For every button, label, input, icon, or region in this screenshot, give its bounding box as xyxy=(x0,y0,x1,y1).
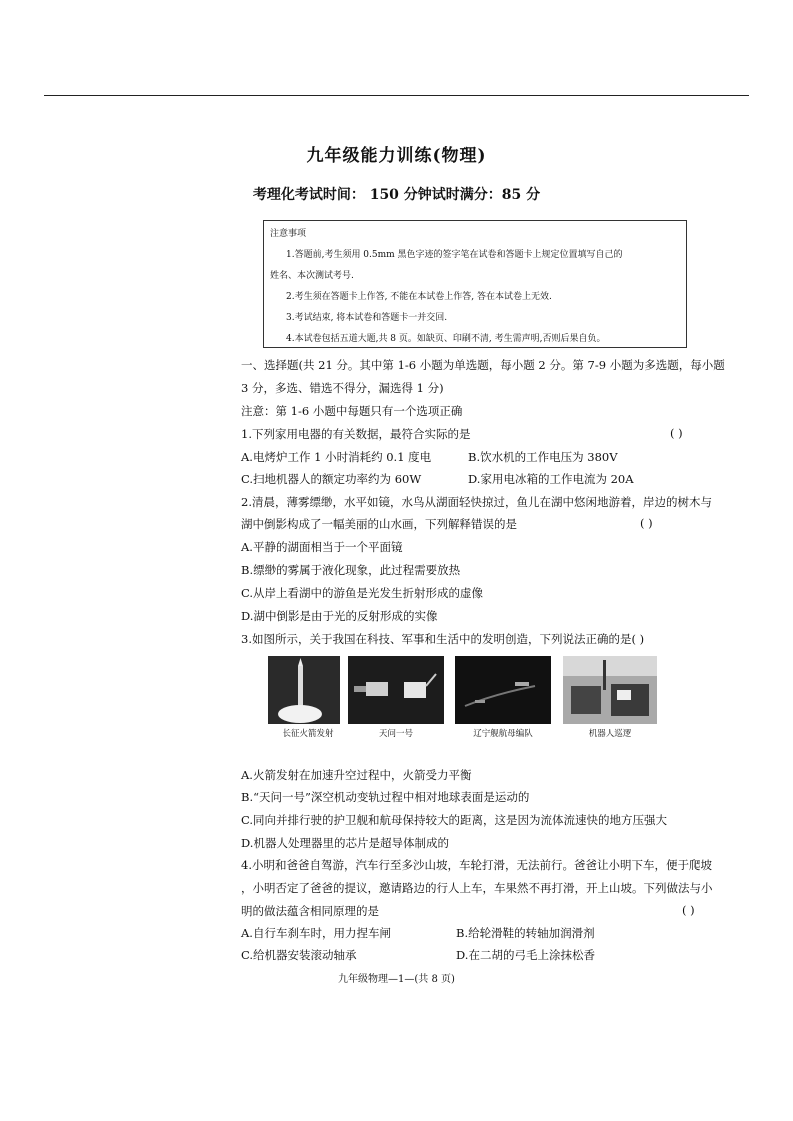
question-3-stem: 3.如图所示，关于我国在科技、军事和生活中的发明创造，下列说法正确的是( ) xyxy=(241,632,645,646)
option-d: D.湖中倒影是由于光的反射形成的实像 xyxy=(241,609,438,623)
option-b: B.给轮滑鞋的转轴加润滑剂 xyxy=(456,926,595,940)
top-rule xyxy=(44,95,749,96)
question-4-stem-cont: 明的做法蕴含相同原理的是 xyxy=(241,904,379,918)
option-a: A.火箭发射在加速升空过程中，火箭受力平衡 xyxy=(241,768,472,782)
section-heading: 一、选择题(共 21 分。其中第 1-6 小题为单选题，每小题 2 分。第 7-9 小题为多选题，每小题 xyxy=(241,358,725,372)
option-b: B.“天问一号”深空机动变轨过程中相对地球表面是运动的 xyxy=(241,790,530,804)
page-footer: 九年级物理—1—(共 8 页) xyxy=(338,974,455,985)
option-b: B.饮水机的工作电压为 380V xyxy=(468,450,618,464)
option-c: C.同向并排行驶的护卫舰和航母保持较大的距离，这是因为流体流速快的地方压强大 xyxy=(241,813,668,827)
question-2-stem-cont: 湖中倒影构成了一幅美丽的山水画，下列解释错误的是 xyxy=(241,517,517,531)
section-note: 注意：第 1-6 小题中每题只有一个选项正确 xyxy=(241,404,463,418)
carrier-fleet-photo xyxy=(455,656,551,724)
page-title: 九年级能力训练(物理) xyxy=(306,146,487,166)
section-heading-cont: 3 分，多选、错选不得分，漏选得 1 分) xyxy=(241,381,444,395)
exam-info: 考理化考试时间： 150 分钟试时满分：85 分 xyxy=(252,187,541,203)
option-c: C.从岸上看湖中的游鱼是光发生折射形成的虚像 xyxy=(241,586,484,600)
notice-item: 4.本试卷包括五道大题,共 8 页。如缺页、印刷不清, 考生需声明,否则后果自负。 xyxy=(286,334,606,344)
question-1-stem: 1.下列家用电器的有关数据，最符合实际的是 xyxy=(241,427,471,441)
option-d: D.机器人处理器里的芯片是超导体制成的 xyxy=(241,836,449,850)
option-d: D.在二胡的弓毛上涂抹松香 xyxy=(456,948,595,962)
option-d: D.家用电冰箱的工作电流为 20A xyxy=(468,472,634,486)
answer-paren: ( ) xyxy=(670,426,683,440)
question-4-stem-cont: ，小明否定了爸爸的提议，邀请路边的行人上车，车果然不再打滑，开上山坡。下列做法与小 xyxy=(241,881,713,895)
notice-box xyxy=(263,220,687,348)
photo-caption: 辽宁舰航母编队 xyxy=(473,729,533,739)
option-c: C.扫地机器人的额定功率约为 60W xyxy=(241,472,422,486)
notice-item: 3.考试结束, 将本试卷和答题卡一并交回. xyxy=(286,313,448,323)
option-b: B.缥缈的雾属于液化现象，此过程需要放热 xyxy=(241,563,461,577)
notice-heading: 注意事项 xyxy=(270,229,307,239)
answer-paren: ( ) xyxy=(640,516,653,530)
question-2-stem: 2.清晨，薄雾缥缈，水平如镜，水鸟从湖面轻快掠过，鱼儿在湖中悠闲地游着，岸边的树木与 xyxy=(241,495,712,509)
option-a: A.电烤炉工作 1 小时消耗约 0.1 度电 xyxy=(241,450,432,464)
question-4-stem: 4.小明和爸爸自驾游，汽车行至多沙山坡，车轮打滑，无法前行。爸爸让小明下车，便于爬坡 xyxy=(241,858,712,872)
option-c: C.给机器安装滚动轴承 xyxy=(241,948,357,962)
notice-item: 姓名、本次测试考号. xyxy=(270,271,354,281)
option-a: A.平静的湖面相当于一个平面镜 xyxy=(241,540,403,554)
robot-patrol-photo xyxy=(563,656,657,724)
photo-caption: 天问一号 xyxy=(378,729,413,739)
notice-item: 1.答题前,考生须用 0.5mm 黑色字迹的签字笔在试卷和答题卡上规定位置填写自己的 xyxy=(286,250,623,260)
tianwen-photo xyxy=(348,656,444,724)
notice-item: 2.考生须在答题卡上作答, 不能在本试卷上作答, 答在本试卷上无效. xyxy=(286,292,552,302)
answer-paren: ( ) xyxy=(682,903,695,917)
photo-caption: 机器人巡逻 xyxy=(588,729,632,739)
photo-caption: 长征火箭发射 xyxy=(282,729,334,739)
rocket-launch-photo xyxy=(268,656,340,724)
option-a: A.自行车刹车时，用力捏车闸 xyxy=(241,926,391,940)
